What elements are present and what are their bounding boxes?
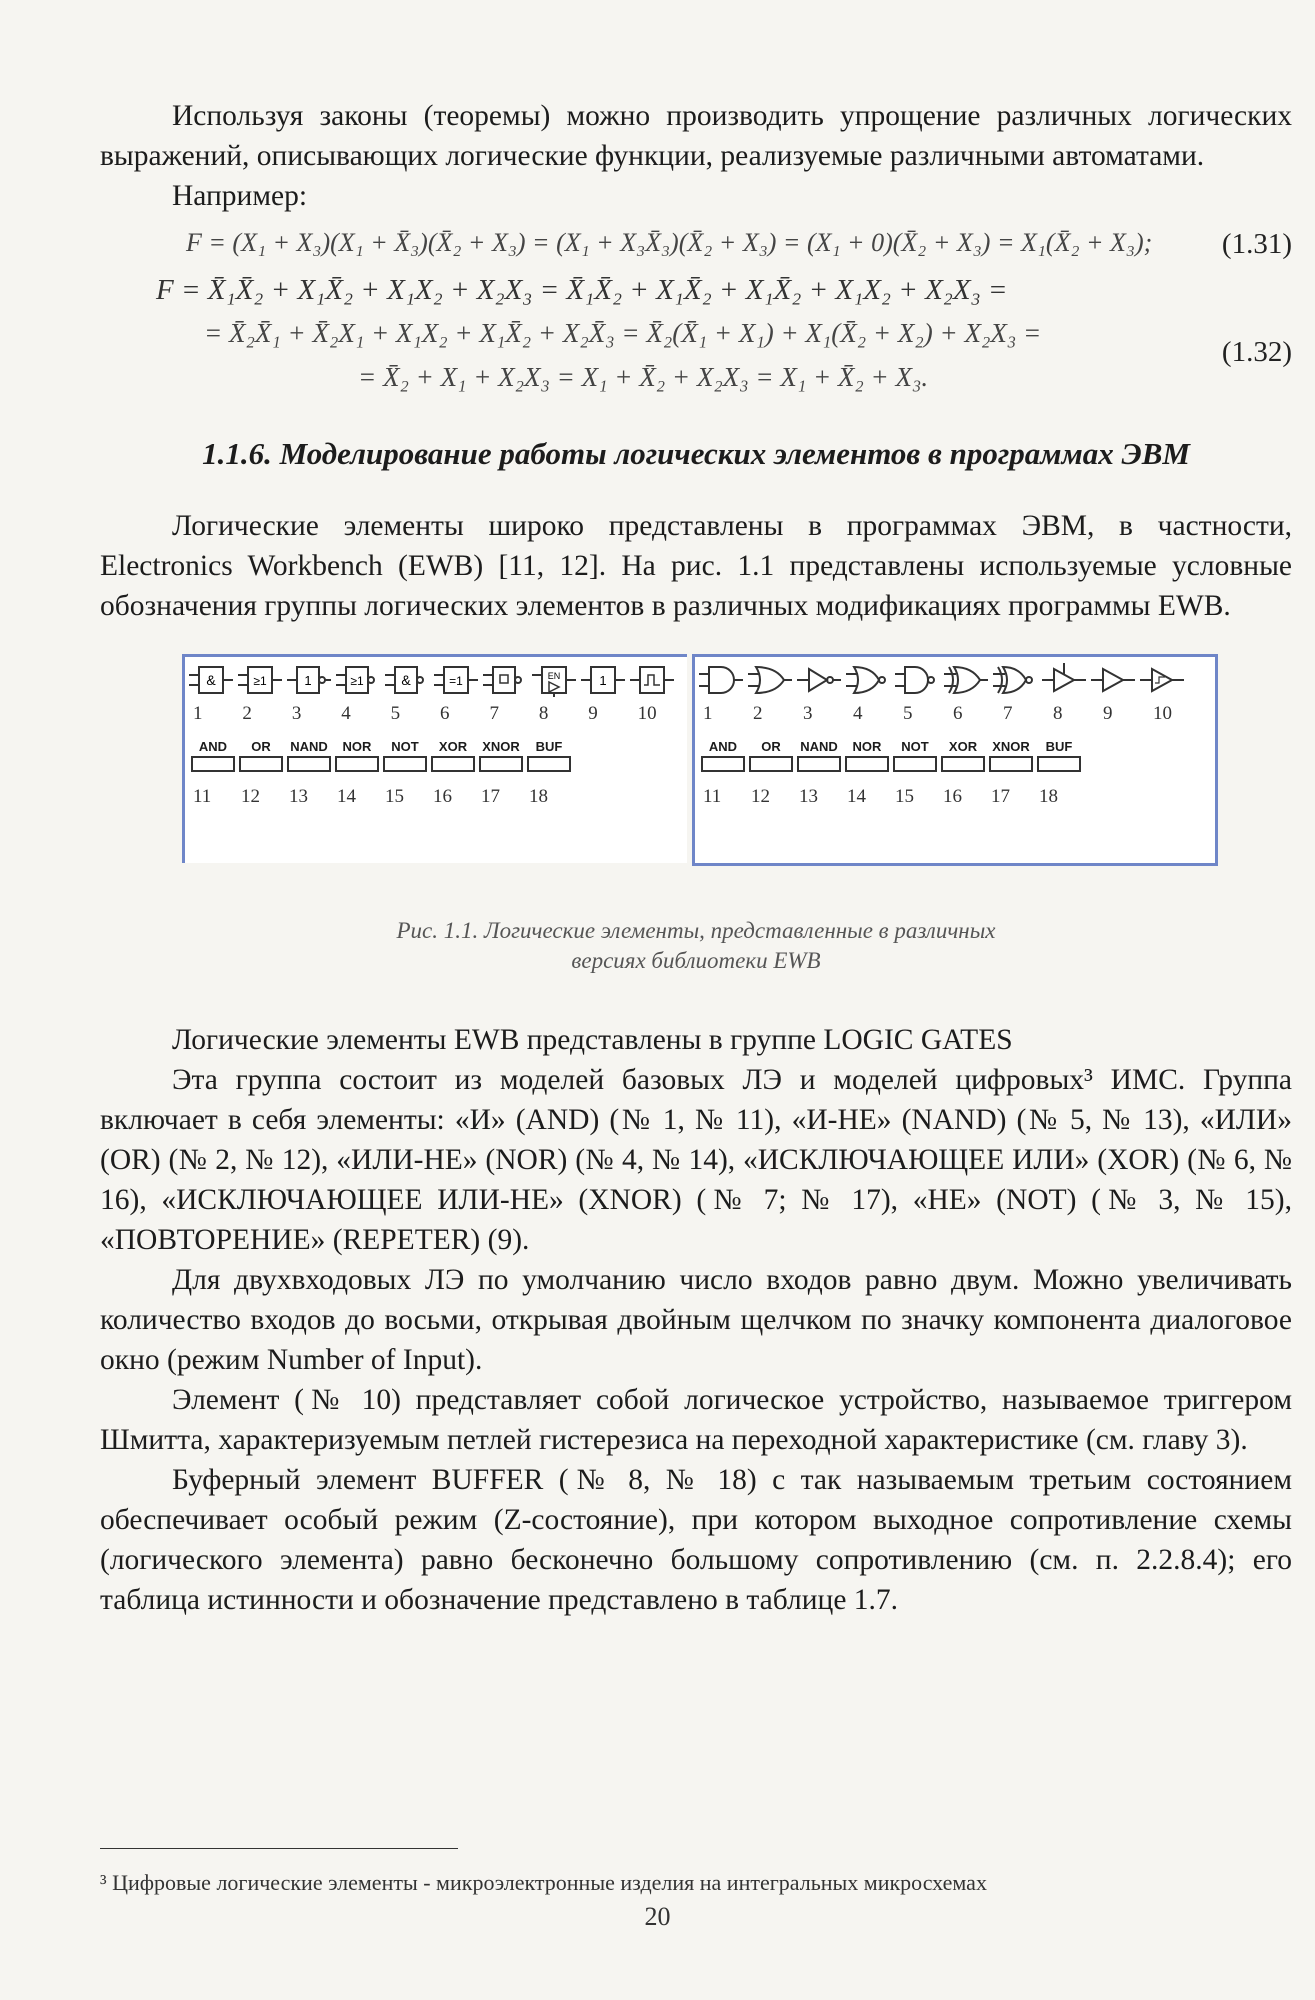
tab-box-icon bbox=[797, 756, 841, 772]
tab-label: OR bbox=[251, 739, 271, 754]
right-number: 10 bbox=[1153, 703, 1172, 724]
schmitt-trigger-box-icon bbox=[630, 663, 674, 697]
left-tab-number-row bbox=[185, 772, 687, 808]
and-symbol: & bbox=[206, 672, 216, 688]
left-number: 10 bbox=[637, 703, 657, 724]
buffer-gate-icon bbox=[1091, 663, 1135, 697]
tab-number: 14 bbox=[337, 786, 356, 807]
tab-label: BUF bbox=[1045, 739, 1073, 754]
body-paragraph-1: Логические элементы EWB представлены в группе LOGIC GATES bbox=[172, 1024, 1013, 1056]
library-panel-old bbox=[182, 654, 687, 863]
left-number: 6 bbox=[440, 703, 450, 724]
tab-label: NOR bbox=[342, 739, 372, 754]
gate-tab-and[interactable] bbox=[701, 739, 745, 772]
tab-box-icon bbox=[989, 756, 1033, 772]
not-gate-box-icon bbox=[287, 663, 331, 697]
left-number: 7 bbox=[489, 703, 499, 724]
right-number: 4 bbox=[853, 703, 863, 724]
not-gate-icon bbox=[797, 663, 841, 697]
tab-number: 16 bbox=[433, 786, 452, 807]
tab-label: XOR bbox=[438, 739, 468, 754]
tab-box-icon bbox=[749, 756, 793, 772]
gate-tab-xor[interactable] bbox=[431, 739, 475, 772]
nor-gate-icon bbox=[846, 663, 890, 697]
gate-tab-nor[interactable] bbox=[335, 739, 379, 772]
gate-tab-nand[interactable] bbox=[287, 739, 331, 772]
tab-label: AND bbox=[198, 739, 228, 754]
en-symbol: EN bbox=[547, 671, 561, 681]
tab-box-icon bbox=[1037, 756, 1081, 772]
tab-number: 18 bbox=[1039, 786, 1058, 807]
tab-number: 16 bbox=[943, 786, 962, 807]
tab-number: 12 bbox=[751, 786, 770, 807]
nand-gate-icon bbox=[895, 663, 939, 697]
nand-symbol: & bbox=[401, 672, 411, 688]
or-gate-icon bbox=[748, 663, 792, 697]
right-number: 7 bbox=[1003, 703, 1013, 724]
left-tab-row bbox=[185, 725, 687, 772]
and-gate-icon bbox=[699, 663, 743, 697]
tab-number: 17 bbox=[481, 786, 500, 807]
nor-symbol: ≥1 bbox=[350, 674, 364, 688]
left-number: 1 bbox=[193, 703, 203, 724]
left-number-row bbox=[185, 703, 687, 725]
xor-symbol: =1 bbox=[449, 674, 463, 688]
gate-tab-xnor[interactable] bbox=[989, 739, 1033, 772]
left-number: 4 bbox=[341, 703, 351, 724]
xor-gate-icon bbox=[944, 663, 988, 697]
tab-label: XNOR bbox=[992, 739, 1030, 754]
equation-1-32-number: (1.32) bbox=[1221, 336, 1292, 368]
footnote: ³ Цифровые логические элементы - микроэлектронные изделия на интегральных микросхемах bbox=[100, 1870, 987, 1895]
right-number: 9 bbox=[1103, 703, 1113, 724]
equation-1-32-line-3 bbox=[100, 362, 1292, 406]
schmitt-trigger-icon bbox=[1140, 663, 1184, 697]
equation-1-32-line-2 bbox=[100, 318, 1292, 368]
equation-1-31 bbox=[100, 228, 1292, 272]
tab-box-icon bbox=[701, 756, 745, 772]
or-symbol: ≥1 bbox=[253, 674, 267, 688]
tab-label: XNOR bbox=[482, 739, 520, 754]
figure-ewb-gates bbox=[100, 654, 1292, 894]
section-intro-paragraph: Логические элементы широко представлены в программах ЭВМ, в частности, Electronics Workbench (EWB) [11, 12]. На рис. 1.1 представлены используемые условные обозначения группы логических элементов в различных модификациях программы EWB. bbox=[100, 510, 1292, 622]
tab-number: 13 bbox=[289, 786, 308, 807]
tab-box-icon bbox=[845, 756, 889, 772]
tab-label: NOT bbox=[391, 739, 419, 754]
tab-label: AND bbox=[708, 739, 738, 754]
gate-tab-not[interactable] bbox=[383, 739, 427, 772]
gate-tab-xor[interactable] bbox=[941, 739, 985, 772]
equation-1-31-number: (1.31) bbox=[1221, 228, 1292, 260]
nor-gate-box-icon bbox=[336, 663, 380, 697]
page-content bbox=[100, 96, 1292, 1620]
tristate-buffer-icon bbox=[1042, 663, 1086, 697]
right-number: 1 bbox=[703, 703, 713, 724]
xnor-gate-icon bbox=[993, 663, 1037, 697]
gate-tab-buf[interactable] bbox=[527, 739, 571, 772]
intro-paragraph: Используя законы (теоремы) можно производить упрощение различных логических выражений, описывающих логические функции, реализуемые различными автоматами. bbox=[100, 100, 1292, 172]
figure-caption-line-1: Рис. 1.1. Логические элементы, представленные в различных bbox=[396, 918, 996, 943]
right-number: 8 bbox=[1053, 703, 1063, 724]
xnor-gate-box-icon bbox=[483, 663, 527, 697]
gate-tab-nand[interactable] bbox=[797, 739, 841, 772]
tab-box-icon bbox=[239, 756, 283, 772]
tab-number: 13 bbox=[799, 786, 818, 807]
tab-box-icon bbox=[431, 756, 475, 772]
equation-1-32-line-2-text: = X̄₂X̄₁ + X̄₂X₁ + X₁X₂ + X₁X̄₂ + X₂X̄₃ = X̄₂(X̄₁ + X₁) + X₁(X̄₂ + X₂) + X₂X₃ = bbox=[204, 318, 1042, 348]
tab-label: NOR bbox=[852, 739, 882, 754]
body-paragraph-5: Буферный элемент BUFFER (№ 8, № 18) с так называемым третьим состоянием обеспечивает особый режим (Z-состояние), при котором выходное сопротивление схемы (логического элемента) равно бесконечно большому сопротивлению (см. п. 2.2.8.4); его таблица истинности и обозначение представлено в таблице 1.7. bbox=[100, 1464, 1292, 1616]
tab-box-icon bbox=[893, 756, 937, 772]
left-number: 3 bbox=[291, 703, 302, 724]
gate-tab-or[interactable] bbox=[239, 739, 283, 772]
tab-box-icon bbox=[527, 756, 571, 772]
gate-tab-not[interactable] bbox=[893, 739, 937, 772]
tab-number: 15 bbox=[385, 786, 404, 807]
tab-box-icon bbox=[287, 756, 331, 772]
tab-number: 17 bbox=[991, 786, 1010, 807]
tab-box-icon bbox=[479, 756, 523, 772]
figure-caption bbox=[100, 916, 1292, 976]
not-symbol: 1 bbox=[304, 673, 312, 688]
right-icon-row bbox=[695, 657, 1215, 703]
equation-1-32-line-1-text: F = X̄₁X̄₂ + X₁X̄₂ + X₁X₂ + X₂X₃ = X̄₁X̄₂ + X₁X̄₂ + X₁X̄₂ + X₁X₂ + X₂X₃ = bbox=[156, 274, 1008, 306]
library-panel-new bbox=[692, 654, 1218, 866]
gate-tab-xnor[interactable] bbox=[479, 739, 523, 772]
left-number: 9 bbox=[588, 703, 598, 724]
tab-number: 12 bbox=[241, 786, 260, 807]
tab-number: 18 bbox=[529, 786, 548, 807]
example-label: Например: bbox=[172, 180, 308, 212]
nand-gate-box-icon bbox=[385, 663, 429, 697]
or-gate-box-icon bbox=[238, 663, 282, 697]
left-number: 5 bbox=[390, 703, 401, 724]
tab-box-icon bbox=[191, 756, 235, 772]
left-number: 8 bbox=[538, 703, 549, 724]
right-number: 6 bbox=[953, 703, 963, 724]
left-number: 2 bbox=[242, 703, 252, 724]
equation-1-31-text: F = (X₁ + X₃)(X₁ + X̄₃)(X̄₂ + X₃) = (X₁ + X₃X̄₃)(X̄₂ + X₃) = (X₁ + 0)(X̄₂ + X₃) = X₁(X̄₂ + X₃); bbox=[186, 228, 1153, 257]
tab-number: 11 bbox=[193, 786, 212, 807]
body-paragraph-3: Для двухвходовых ЛЭ по умолчанию число входов равно двум. Можно увеличивать количество входов до восьми, открывая двойным щелчком по значку компонента диалоговое окно (режим Number of Input). bbox=[100, 1264, 1292, 1376]
right-number: 2 bbox=[753, 703, 763, 724]
xor-gate-box-icon bbox=[434, 663, 478, 697]
gate-tab-and[interactable] bbox=[191, 739, 235, 772]
footnote-divider bbox=[100, 1848, 458, 1849]
figure-caption-line-2: версиях библиотеки EWB bbox=[571, 948, 821, 973]
repeater-symbol: 1 bbox=[599, 673, 607, 688]
buffer-tristate-box-icon bbox=[532, 663, 576, 697]
gate-tab-or[interactable] bbox=[749, 739, 793, 772]
equations-block bbox=[100, 228, 1292, 406]
section-heading: 1.1.6. Моделирование работы логических элементов в программах ЭВМ bbox=[202, 436, 1190, 471]
left-icon-row bbox=[185, 657, 687, 703]
tab-number: 11 bbox=[703, 786, 722, 807]
tab-label: OR bbox=[761, 739, 781, 754]
tab-label: NAND bbox=[800, 739, 838, 754]
repeater-box-icon bbox=[581, 663, 625, 697]
equation-1-32-line-3-text: = X̄₂ + X₁ + X₂X₃ = X₁ + X̄₂ + X₂X₃ = X₁ + X̄₂ + X₃. bbox=[358, 362, 929, 392]
right-number: 5 bbox=[903, 703, 913, 724]
tab-label: XOR bbox=[948, 739, 978, 754]
tab-box-icon bbox=[383, 756, 427, 772]
equation-1-32-line-1 bbox=[100, 274, 1292, 318]
tab-label: NAND bbox=[290, 739, 328, 754]
tab-label: BUF bbox=[535, 739, 563, 754]
right-tab-number-row bbox=[695, 772, 1215, 808]
gate-tab-buf[interactable] bbox=[1037, 739, 1081, 772]
body-paragraph-4: Элемент (№ 10) представляет собой логическое устройство, называемое триггером Шмитта, характеризуемым петлей гистерезиса на переходной характеристике (см. главу 3). bbox=[100, 1384, 1292, 1456]
tab-number: 15 bbox=[895, 786, 914, 807]
right-number: 3 bbox=[803, 703, 813, 724]
and-gate-box-icon bbox=[189, 663, 233, 697]
page-number: 20 bbox=[644, 1902, 671, 1931]
right-tab-row bbox=[695, 725, 1215, 772]
tab-label: NOT bbox=[901, 739, 929, 754]
gate-tab-nor[interactable] bbox=[845, 739, 889, 772]
tab-box-icon bbox=[941, 756, 985, 772]
right-number-row bbox=[695, 703, 1215, 725]
body-paragraph-2: Эта группа состоит из моделей базовых ЛЭ и моделей цифровых³ ИМС. Группа включает в себя элементы: «И» (AND) (№ 1, № 11), «И-НЕ» (NAND) (№ 5, № 13), «ИЛИ» (OR) (№ 2, № 12), «ИЛИ-НЕ» (NOR) (№ 4, № 14), «ИСКЛЮЧАЮЩЕЕ ИЛИ» (XOR) (№ 6, № 16), «ИСКЛЮЧАЮЩЕЕ ИЛИ-НЕ» (XNOR) (№ 7; № 17), «НЕ» (NOT) (№ 3, № 15), «ПОВТОРЕНИЕ» (REPETER) (9). bbox=[100, 1064, 1292, 1256]
tab-number: 14 bbox=[847, 786, 866, 807]
tab-box-icon bbox=[335, 756, 379, 772]
